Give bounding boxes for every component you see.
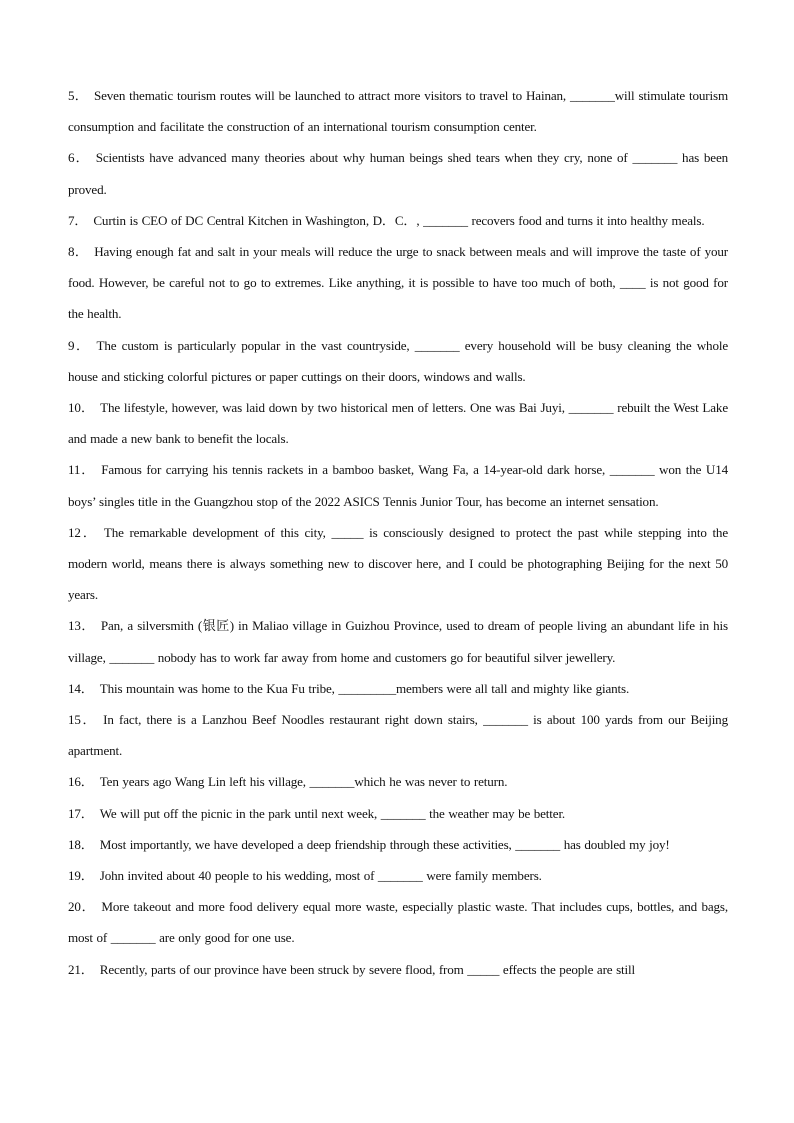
question-number: 18． (68, 836, 94, 852)
question-17 (68, 798, 728, 829)
question-number: 13． (68, 618, 95, 634)
question-5 (68, 80, 728, 142)
question-15 (68, 704, 728, 766)
question-number: 15． (68, 712, 98, 728)
question-number: 9． (68, 337, 91, 353)
question-6 (68, 142, 728, 204)
question-text: Famous for carrying his tennis rackets in a bamboo basket, Wang Fa, a 14-year-old dark horse, _______ won the U14 boys’ singles title in the Guangzhou stop of the 2022 ASICS Tennis Junior Tour, has become an internet sensation. (68, 462, 728, 509)
question-number: 16． (68, 774, 94, 790)
question-text: Ten years ago Wang Lin left his village, _______which he was never to return. (99, 774, 508, 790)
question-14 (68, 673, 728, 704)
question-number: 7． (68, 212, 88, 228)
question-11 (68, 454, 728, 516)
question-number: 5． (68, 88, 88, 103)
question-number: 8． (68, 244, 89, 260)
question-text: More takeout and more food delivery equal more waste, especially plastic waste. That includes cups, bottles, and bags, most of _______ are only good for one use. (68, 899, 728, 946)
question-number: 19． (68, 868, 94, 884)
question-10 (68, 392, 728, 454)
question-text: Most importantly, we have developed a deep friendship through these activities, _______ has doubled my joy! (99, 836, 670, 852)
question-18 (68, 829, 728, 860)
question-12 (68, 517, 728, 611)
question-number: 21． (68, 961, 94, 977)
question-text: The lifestyle, however, was laid down by two historical men of letters. One was Bai Juyi, _______ rebuilt the West Lake and made a new bank to benefit the locals. (68, 400, 728, 447)
question-text: This mountain was home to the Kua Fu tribe, _________members were all tall and mighty like giants. (99, 680, 630, 696)
question-text: We will put off the picnic in the park until next week, _______ the weather may be better. (99, 805, 566, 821)
question-number: 6． (68, 150, 90, 166)
question-text: In fact, there is a Lanzhou Beef Noodles restaurant right down stairs, _______ is about 100 yards from our Beijing apartment. (68, 712, 728, 759)
question-text: Seven thematic tourism routes will be launched to attract more visitors to travel to Hainan, _______will stimulate tourism consumption and facilitate the construction of an international tourism consumption center. (68, 88, 728, 135)
question-text: Scientists have advanced many theories about why human beings shed tears when they cry, none of _______ has been proved. (68, 150, 728, 197)
question-text: Recently, parts of our province have been struck by severe flood, from _____ effects the people are still (99, 961, 635, 977)
question-19 (68, 860, 728, 891)
question-text: Curtin is CEO of DC Central Kitchen in Washington, D．C．, _______ recovers food and turns it into healthy meals. (93, 212, 705, 228)
question-number: 14． (68, 680, 94, 696)
question-13 (68, 610, 728, 672)
document-page (68, 80, 728, 985)
question-7 (68, 205, 728, 236)
question-number: 17． (68, 805, 94, 821)
question-text: Pan, a silversmith (银匠) in Maliao village in Guizhou Province, used to dream of people living an abundant life in his village, _______ nobody has to work far away from home and customers go for beautiful silver jewellery. (68, 618, 728, 665)
question-text: The remarkable development of this city, _____ is consciously designed to protect the past while stepping into the modern world, means there is always something new to discover here, and I could be photographing Beijing for the next 50 years. (68, 524, 728, 603)
question-number: 11． (68, 462, 96, 478)
question-20 (68, 891, 728, 953)
question-8 (68, 236, 728, 330)
question-number: 12． (68, 524, 98, 540)
question-21 (68, 954, 728, 985)
question-number: 10． (68, 400, 95, 416)
question-text: John invited about 40 people to his wedding, most of _______ were family members. (99, 868, 542, 884)
question-16 (68, 766, 728, 797)
question-text: Having enough fat and salt in your meals will reduce the urge to snack between meals and will improve the taste of your food. However, be careful not to go to extremes. Like anything, it is possible to have too much of both, ____ is not good for the health. (68, 244, 728, 322)
question-text: The custom is particularly popular in the vast countryside, _______ every household will be busy cleaning the whole house and sticking colorful pictures or paper cuttings on their doors, windows and walls. (68, 337, 729, 384)
question-number: 20． (68, 899, 96, 915)
question-9 (68, 330, 728, 392)
